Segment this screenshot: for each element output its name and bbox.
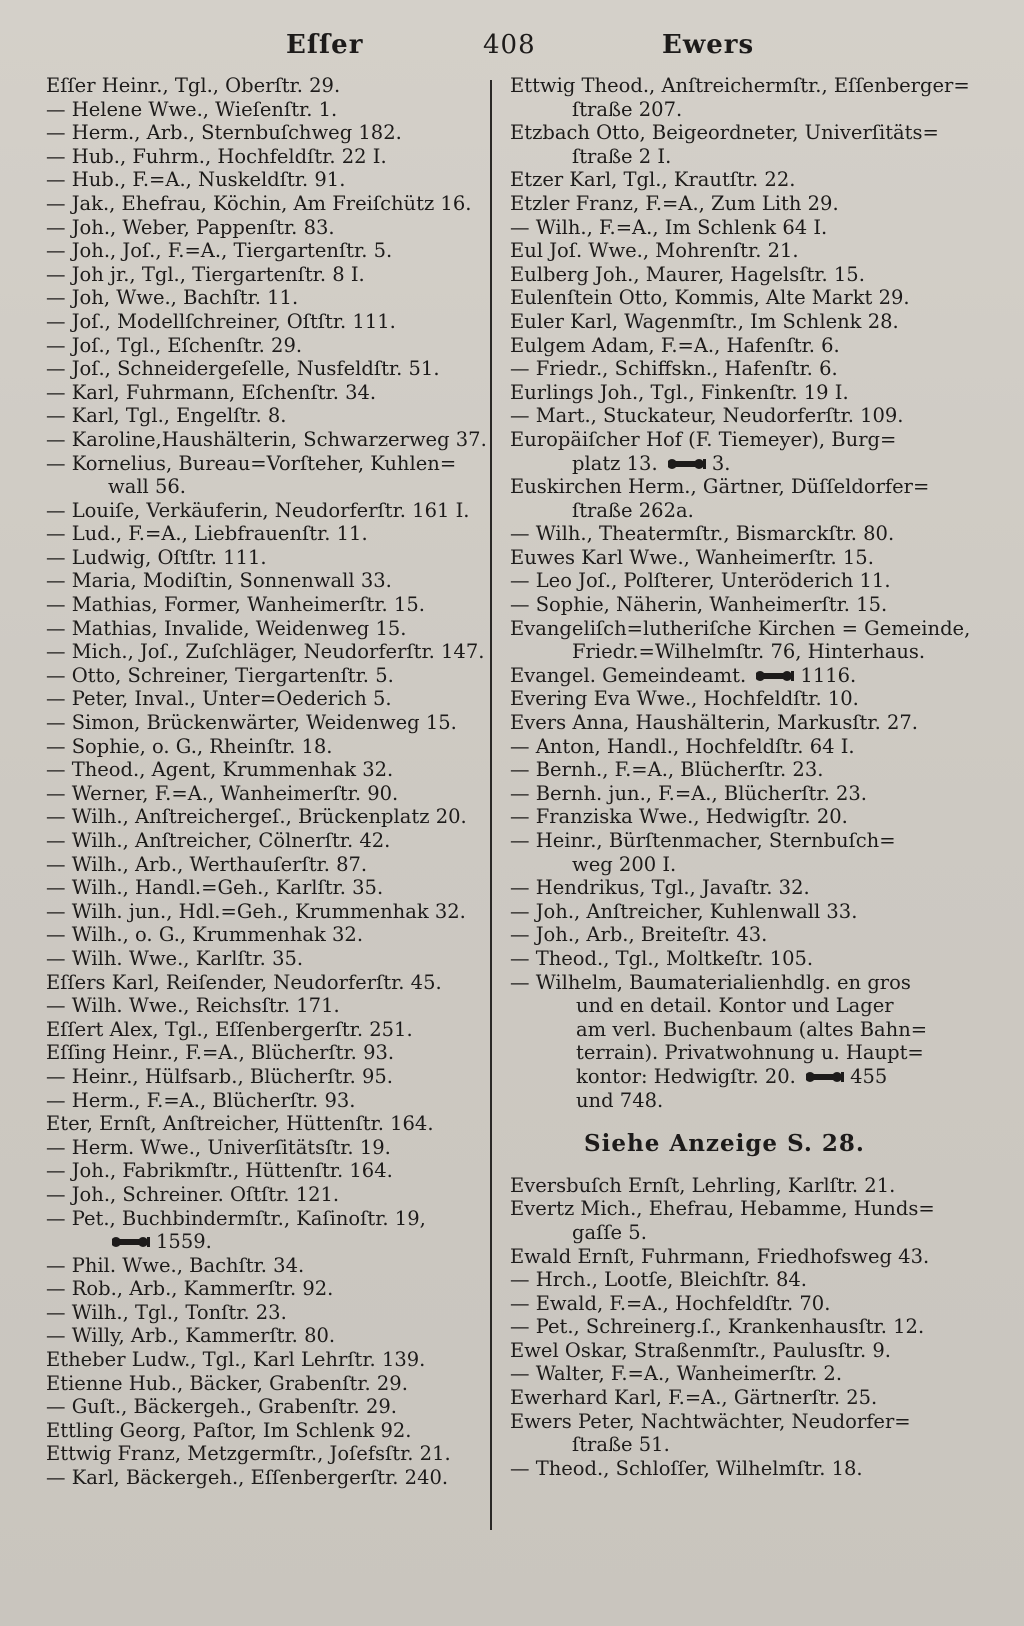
list-item-continuation: und en detail. Kontor und Lager <box>576 994 894 1018</box>
list-item: — Joſ., Modellſchreiner, Oſtſtr. 111. <box>46 309 396 333</box>
phone-number: 3. <box>711 451 731 475</box>
list-item: — Hendrikus, Tgl., Javaſtr. 32. <box>510 876 810 900</box>
header-right-keyword: Ewers <box>662 30 755 60</box>
list-item: Evering Eva Wwe., Hochfeldſtr. 10. <box>510 687 859 711</box>
list-item: — Joh., Anſtreicher, Kuhlenwall 33. <box>510 899 858 923</box>
list-item: — Sophie, o. G., Rheinſtr. 18. <box>46 734 333 758</box>
list-item: Eter, Ernſt, Anſtreicher, Hüttenſtr. 164. <box>46 1112 434 1136</box>
list-item-continuation <box>510 1065 946 1089</box>
list-item: — Herm., F.=A., Blücherſtr. 93. <box>46 1088 356 1112</box>
list-item: — Wilh., Anſtreichergeſ., Brückenplatz 20. <box>46 805 467 829</box>
list-item-continuation: ſtraße 262a. <box>572 498 694 522</box>
list-item-continuation: ſtraße 207. <box>572 97 683 121</box>
list-item: Evers Anna, Haushälterin, Markusſtr. 27. <box>510 711 918 735</box>
list-item: — Karoline,Haushälterin, Schwarzerweg 37. <box>46 427 487 451</box>
contact-text: kontor: Hedwigſtr. 20. <box>576 1064 796 1088</box>
list-item: — Wilh., Arb., Werthauſerſtr. 87. <box>46 852 368 876</box>
list-item: — Kornelius, Bureau=Vorſteher, Kuhlen= <box>46 451 457 475</box>
telephone-receiver-icon <box>112 1234 152 1250</box>
list-item: — Helene Wwe., Wieſenſtr. 1. <box>46 97 338 121</box>
list-item: Eversbuſch Ernſt, Lehrling, Karlſtr. 21. <box>510 1173 896 1197</box>
list-item: Eulberg Joh., Maurer, Hagelsſtr. 15. <box>510 262 865 286</box>
list-item: — Joh., Joſ., F.=A., Tiergartenſtr. 5. <box>46 239 393 263</box>
list-item: — Karl, Fuhrmann, Eſchenſtr. 34. <box>46 380 377 404</box>
list-item: — Herm., Arb., Sternbuſchweg 182. <box>46 121 402 145</box>
list-item: Eulgem Adam, F.=A., Hafenſtr. 6. <box>510 333 840 357</box>
list-item: Etzer Karl, Tgl., Krautſtr. 22. <box>510 168 796 192</box>
list-item: — Herm. Wwe., Univerſitätsſtr. 19. <box>46 1135 391 1159</box>
list-item: — Guſt., Bäckergeh., Grabenſtr. 29. <box>46 1395 397 1419</box>
page-number: 408 <box>483 30 536 60</box>
list-item-continuation: wall 56. <box>108 475 186 499</box>
entry-text: Evangel. Gemeindeamt. <box>510 663 747 687</box>
phone-number: 1559. <box>156 1230 212 1254</box>
column-divider <box>490 80 492 1530</box>
list-item: — Joh., Arb., Breiteſtr. 43. <box>510 923 768 947</box>
list-item: — Pet., Schreinerg.ſ., Krankenhausſtr. 12. <box>510 1315 925 1339</box>
telephone-receiver-icon <box>806 1069 846 1085</box>
list-item: Ettwig Theod., Anſtreichermſtr., Eſſenberger= <box>510 74 970 97</box>
list-item: — Mathias, Former, Wanheimerſtr. 15. <box>46 593 425 617</box>
list-item: — Theod., Schloſſer, Wilhelmſtr. 18. <box>510 1456 863 1480</box>
phone-number: 455 <box>850 1064 888 1088</box>
list-item: Euskirchen Herm., Gärtner, Düſſeldorfer= <box>510 475 930 499</box>
list-item: — Wilh. jun., Hdl.=Geh., Krummenhak 32. <box>46 899 466 923</box>
list-item: Evertz Mich., Ehefrau, Hebamme, Hunds= <box>510 1197 935 1221</box>
list-item: — Anton, Handl., Hochfeldſtr. 64 I. <box>510 734 855 758</box>
list-item: — Otto, Schreiner, Tiergartenſtr. 5. <box>46 663 394 687</box>
list-item: — Maria, Modiſtin, Sonnenwall 33. <box>46 569 392 593</box>
list-item-continuation: ſtraße 2 I. <box>572 144 672 168</box>
list-item: — Pet., Buchbindermſtr., Kaſinoſtr. 19, <box>46 1206 426 1230</box>
list-item: Ettwig Franz, Metzgermſtr., Joſefsſtr. 21. <box>46 1442 451 1466</box>
list-item: — Friedr., Schiffskn., Hafenſtr. 6. <box>510 357 838 381</box>
list-item: — Simon, Brückenwärter, Weidenweg 15. <box>46 711 457 735</box>
list-item: — Wilh., Anſtreicher, Cölnerſtr. 42. <box>46 829 391 852</box>
list-item: Eſſer Heinr., Tgl., Oberſtr. 29. <box>46 74 341 97</box>
left-column <box>46 74 487 1490</box>
list-item: Eulenſtein Otto, Kommis, Alte Markt 29. <box>510 286 910 310</box>
header-left-keyword: Eſſer <box>286 30 364 60</box>
list-item-continuation: und 748. <box>576 1088 664 1112</box>
telephone-receiver-icon <box>668 456 708 472</box>
list-item: — Joh., Fabrikmſtr., Hüttenſtr. 164. <box>46 1159 393 1183</box>
list-item: — Mathias, Invalide, Weidenweg 15. <box>46 616 407 640</box>
list-item: — Hub., F.=A., Nuskeldſtr. 91. <box>46 168 346 192</box>
list-item: — Theod., Tgl., Moltkeſtr. 105. <box>510 946 814 970</box>
list-item-continuation: weg 200 I. <box>572 852 677 876</box>
list-item: — Joh., Schreiner. Oſtſtr. 121. <box>46 1182 340 1206</box>
list-item: — Louiſe, Verkäuferin, Neudorferſtr. 161 I. <box>46 498 470 522</box>
list-item: — Mart., Stuckateur, Neudorferſtr. 109. <box>510 404 904 428</box>
list-item: — Wilh. Wwe., Karlſtr. 35. <box>46 946 304 970</box>
list-item: — Walter, F.=A., Wanheimerſtr. 2. <box>510 1362 843 1386</box>
list-item: Etzler Franz, F.=A., Zum Lith 29. <box>510 191 839 215</box>
list-item: — Werner, F.=A., Wanheimerſtr. 90. <box>46 781 399 805</box>
list-item: — Bernh., F.=A., Blücherſtr. 23. <box>510 758 824 782</box>
list-item: — Wilh., F.=A., Im Schlenk 64 I. <box>510 215 828 239</box>
list-item: Evangeliſch=lutheriſche Kirchen = Gemeinde, <box>510 616 971 640</box>
list-item: — Sophie, Näherin, Wanheimerſtr. 15. <box>510 593 888 617</box>
list-item: — Wilh., Tgl., Tonſtr. 23. <box>46 1300 287 1324</box>
list-item: — Karl, Tgl., Engelſtr. 8. <box>46 404 287 428</box>
list-item: — Franziska Wwe., Hedwigſtr. 20. <box>510 805 848 829</box>
list-item: — Peter, Inval., Unter=Oederich 5. <box>46 687 392 711</box>
list-item: — Leo Joſ., Polſterer, Unteröderich 11. <box>510 569 891 593</box>
list-item-continuation: am verl. Buchenbaum (altes Bahn= <box>576 1017 928 1041</box>
list-item: — Wilh., Handl.=Geh., Karlſtr. 35. <box>46 876 384 900</box>
list-item: — Bernh. jun., F.=A., Blücherſtr. 23. <box>510 781 867 805</box>
list-item: — Phil. Wwe., Bachſtr. 34. <box>46 1253 305 1277</box>
list-item: Ewel Oskar, Straßenmſtr., Paulusſtr. 9. <box>510 1338 891 1362</box>
list-item: Eſſert Alex, Tgl., Eſſenbergerſtr. 251. <box>46 1017 413 1041</box>
list-item: Etzbach Otto, Beigeordneter, Univerſitäts= <box>510 121 939 145</box>
list-item: Europäiſcher Hof (F. Tiemeyer), Burg= <box>510 427 897 451</box>
list-item: Ewald Ernſt, Fuhrmann, Friedhofsweg 43. <box>510 1244 930 1268</box>
list-item: Eſſers Karl, Reiſender, Neudorferſtr. 45. <box>46 970 442 994</box>
list-item: Eſſing Heinr., F.=A., Blücherſtr. 93. <box>46 1041 395 1065</box>
telephone-receiver-icon <box>756 668 796 684</box>
list-item: — Wilhelm, Baumaterialienhdlg. en gros <box>510 970 911 994</box>
list-item-continuation: terrain). Privatwohnung u. Haupt= <box>576 1041 924 1065</box>
list-item: — Theod., Agent, Krummenhak 32. <box>46 758 394 782</box>
right-column <box>510 74 971 1480</box>
advertisement-reference: Siehe Anzeige S. 28. <box>584 1130 865 1158</box>
list-item: Euwes Karl Wwe., Wanheimerſtr. 15. <box>510 545 874 569</box>
list-item: — Wilh. Wwe., Reichsſtr. 171. <box>46 994 340 1018</box>
list-item: — Wilh., Theatermſtr., Bismarckſtr. 80. <box>510 522 895 546</box>
list-item-continuation: Friedr.=Wilhelmſtr. 76, Hinterhaus. <box>572 640 926 664</box>
list-item: — Rob., Arb., Kammerſtr. 92. <box>46 1277 334 1301</box>
list-item: — Mich., Joſ., Zuſchläger, Neudorferſtr. 147. <box>46 640 485 664</box>
list-item: — Joh jr., Tgl., Tiergartenſtr. 8 I. <box>46 262 365 286</box>
list-item: Ettling Georg, Paſtor, Im Schlenk 92. <box>46 1418 412 1442</box>
list-item-continuation: ſtraße 51. <box>572 1433 670 1457</box>
list-item: — Joſ., Tgl., Eſchenſtr. 29. <box>46 333 303 357</box>
list-item: — Heinr., Hülfsarb., Blücherſtr. 95. <box>46 1064 393 1088</box>
list-item: Ewers Peter, Nachtwächter, Neudorfer= <box>510 1409 911 1433</box>
list-item: — Willy, Arb., Kammerſtr. 80. <box>46 1324 336 1348</box>
list-item-continuation <box>510 452 946 476</box>
list-item: Etienne Hub., Bäcker, Grabenſtr. 29. <box>46 1371 408 1395</box>
list-item: — Ludwig, Oſtſtr. 111. <box>46 545 267 569</box>
phone-number: 1116. <box>800 663 857 687</box>
list-item: Euler Karl, Wagenmſtr., Im Schlenk 28. <box>510 309 899 333</box>
list-item: Eurlings Joh., Tgl., Finkenſtr. 19 I. <box>510 380 849 404</box>
list-item-continuation: gaſſe 5. <box>572 1220 647 1244</box>
list-item: Etheber Ludw., Tgl., Karl Lehrſtr. 139. <box>46 1348 426 1372</box>
address-text: platz 13. <box>572 451 658 475</box>
list-item: — Joh, Wwe., Bachſtr. 11. <box>46 286 299 310</box>
list-item-continuation <box>46 1230 482 1254</box>
list-item: Ewerhard Karl, F.=A., Gärtnerſtr. 25. <box>510 1386 878 1410</box>
list-item: — Jak., Ehefrau, Köchin, Am Freiſchütz 16. <box>46 191 472 215</box>
list-item: — Karl, Bäckergeh., Eſſenbergerſtr. 240. <box>46 1466 449 1490</box>
list-item: Eul Joſ. Wwe., Mohrenſtr. 21. <box>510 239 799 263</box>
list-item: — Joh., Weber, Pappenſtr. 83. <box>46 215 335 239</box>
list-item: — Hrch., Lootſe, Bleichſtr. 84. <box>510 1268 807 1292</box>
list-item: — Heinr., Bürſtenmacher, Sternbuſch= <box>510 829 896 852</box>
list-item: — Wilh., o. G., Krummenhak 32. <box>46 923 364 947</box>
list-item <box>510 664 946 688</box>
list-item: — Ewald, F.=A., Hochfeldſtr. 70. <box>510 1291 831 1315</box>
list-item: — Hub., Fuhrm., Hochfeldſtr. 22 I. <box>46 144 387 168</box>
list-item: — Lud., F.=A., Liebfrauenſtr. 11. <box>46 522 368 546</box>
list-item: — Joſ., Schneidergeſelle, Nusfeldſtr. 51. <box>46 357 440 381</box>
